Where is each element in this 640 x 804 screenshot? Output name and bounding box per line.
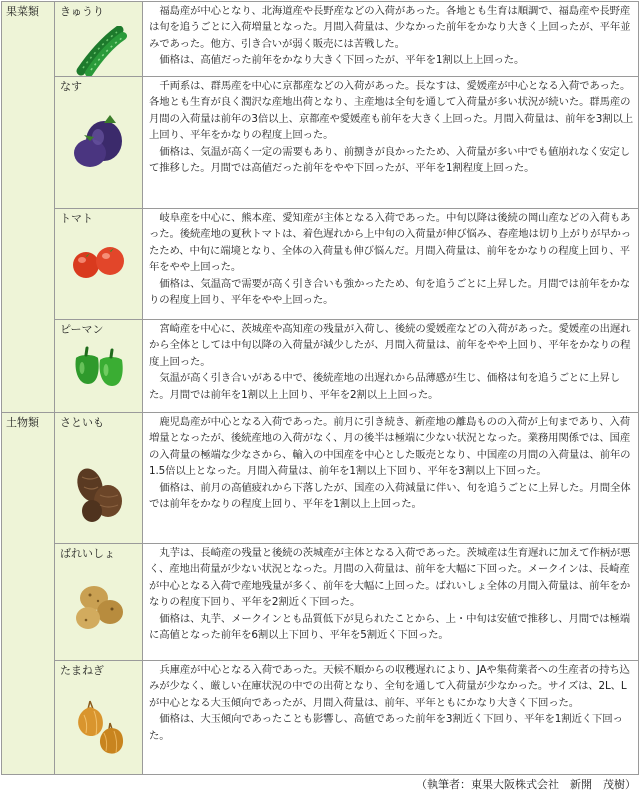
bell-pepper-icon — [68, 344, 130, 390]
tomato-icon — [68, 233, 130, 283]
description-paragraph: 鹿児島産が中心となる入荷であった。前月に引き続き、新産地の離島ものの入荷が上旬まであり、入荷増量となったが、後続産地の入荷がなく、月の後半は極端に少ない状況となった。業務用関係では、国産の入荷量の極端な少なさから、輸入の中国産を中心とした販売となり、中国産の月間の入荷量は、前年の1.5倍以上となった。月間入荷量は、前年を1割以上下回り、平年を3割以上下回った。 — [149, 416, 631, 478]
description-paragraph: 兵庫産が中心となる入荷であった。天候不順からの収穫遅れにより、JAや集荷業者への生産者の持ち込みが少なく、厳しい在庫状況の中での出荷となり、全旬を通して入荷量が少なかった。サイズは、2L、Lが中心となる大玉傾向であったが、月間入荷量は、前年、平年ともにかなり大きく下回った。 — [149, 664, 630, 709]
cucumber-icon — [69, 26, 129, 76]
description-cell — [143, 320, 639, 413]
description-paragraph: 宮崎産を中心に、茨城産や高知産の残量が入荷し、後続の愛媛産などの入荷があった。愛媛産の出遅れから全体としては中旬以降の入荷量が減少したが、月間入荷量は、前年をやや上回り、平年をかなりの程度上回った。 — [149, 323, 631, 368]
vegetable-name: たまねぎ — [60, 664, 104, 677]
vegetable-name: さといも — [60, 416, 104, 429]
category-cell-empty — [2, 77, 55, 209]
description-paragraph: 価格は、高値だった前年をかなり大きく下回ったが、平年を1割以上上回った。 — [159, 54, 525, 67]
table-row — [2, 77, 639, 209]
vegetable-name: なす — [60, 80, 82, 93]
description-cell — [143, 413, 639, 544]
category-cell-empty — [2, 320, 55, 413]
description-cell — [143, 77, 639, 209]
description-cell — [143, 661, 639, 775]
category-cell-empty — [2, 209, 55, 320]
vegetable-cell — [55, 77, 143, 209]
description-cell — [143, 209, 639, 320]
description-paragraph: 丸芋は、長崎産の残量と後続の茨城産が主体となる入荷であった。茨城産は生育遅れに加えて作柄が悪く、産地出荷量が少ない状況となった。月間の入荷量は、前年を大幅に下回った。メークインは、長崎産が中心となる入荷で産地残量が多く、前年を大幅に上回った。ばれいしょ全体の月間入荷量は、前年をかなりの程度下回り、平年を2割近く下回った。 — [149, 547, 631, 609]
description-paragraph: 岐阜産を中心に、熊本産、愛知産が主体となる入荷であった。中旬以降は後続の岡山産などの入荷もあった。後続産地の夏秋トマトは、着色遅れから上中旬の入荷量が伸び悩み、春産地は切り上がりが早かったため、中旬に端境となり、全体の入荷量も伸び悩んだ。月間入荷量は、前年をかなりの程度上回り、平年をやや上回った。 — [149, 212, 631, 274]
table-row — [2, 413, 639, 544]
description-paragraph: 価格は、気温高で需要が高く引き合いも強かったため、旬を追うごとに上昇した。月間では前年をかなりの程度上回り、平年をやや上回った。 — [149, 277, 631, 307]
vegetable-cell — [55, 320, 143, 413]
vegetable-name: トマト — [60, 212, 93, 225]
description-paragraph: 価格は、丸芋、メークインとも品質低下が見られたことから、上・中旬は安値で推移し、月間では極端に高値となった前年を6割以上下回り、平年を5割近く下回った。 — [149, 612, 630, 642]
description-paragraph: 価格は、前月の高値疲れから下落したが、国産の入荷減量に伴い、旬を追うごとに上昇した。月間全体では前年をかなりの程度上回り、平年を1割以上上回った。 — [149, 481, 631, 511]
description-paragraph: 千両系は、群馬産を中心に京都産などの入荷があった。長なすは、愛媛産が中心となる入荷であった。各地とも生育が良く潤沢な産地出荷となり、主産地は全旬を通して入荷量が多い状況が続いた。群馬産の月間の入荷量は前年の3倍以上、京都産や愛媛産も前年を大きく上回った。月間入荷量は、前年を3割以上上回り、平年をかなりの程度上回った。 — [149, 80, 633, 142]
vegetable-cell — [55, 544, 143, 661]
eggplant-icon — [68, 101, 130, 171]
vegetable-cell — [55, 413, 143, 544]
category-root-vegetables: 土物類 — [2, 413, 55, 544]
potato-icon — [68, 576, 130, 640]
produce-report-table — [1, 1, 639, 775]
report-container — [1, 1, 639, 775]
description-paragraph: 福島産が中心となり、北海道産や長野産などの入荷があった。各地とも生育は順調で、福島産や長野産は旬を追うごとに入荷増量となった。月間入荷量は、少なかった前年をかなり大きく上回ったが、平年並みであった。他方、引き合いが弱く販売には苦戦した。 — [149, 5, 631, 50]
table-row — [2, 2, 639, 77]
vegetable-cell — [55, 209, 143, 320]
vegetable-cell — [55, 661, 143, 775]
taro-icon — [68, 455, 130, 529]
description-paragraph: 価格は、大玉傾向であったことも影響し、高値であった前年を3割近く下回り、平年を1割近く下回った。 — [149, 713, 623, 742]
description-paragraph: 価格は、気温が高く一定の需要もあり、前捌きが良かったため、入荷量が多い中でも値崩れなく安定して推移した。月間では高値だった前年をやや下回ったが、平年を1割程度上回った。 — [149, 145, 631, 175]
table-row — [2, 661, 639, 775]
onion-icon — [68, 695, 130, 759]
vegetable-cell — [55, 2, 143, 77]
table-row — [2, 209, 639, 320]
category-cell-empty — [2, 544, 55, 661]
author-credit: （執筆者：東果大阪株式会社 新開 茂樹） — [416, 778, 636, 791]
vegetable-name: ばれいしょ — [60, 547, 115, 560]
vegetable-name: ピーマン — [60, 323, 104, 336]
description-cell — [143, 544, 639, 661]
table-row — [2, 320, 639, 413]
description-paragraph: 気温が高く引き合いがある中で、後続産地の出遅れから品薄感が生じ、価格は旬を追うごとに上昇した。月間では前年を1割以上上回り、平年を2割以上上回った。 — [149, 372, 621, 401]
description-cell — [143, 2, 639, 77]
table-row — [2, 544, 639, 661]
category-fruit-vegetables: 果菜類 — [2, 2, 55, 77]
category-cell-empty — [2, 661, 55, 775]
vegetable-name: きゅうり — [60, 5, 104, 18]
